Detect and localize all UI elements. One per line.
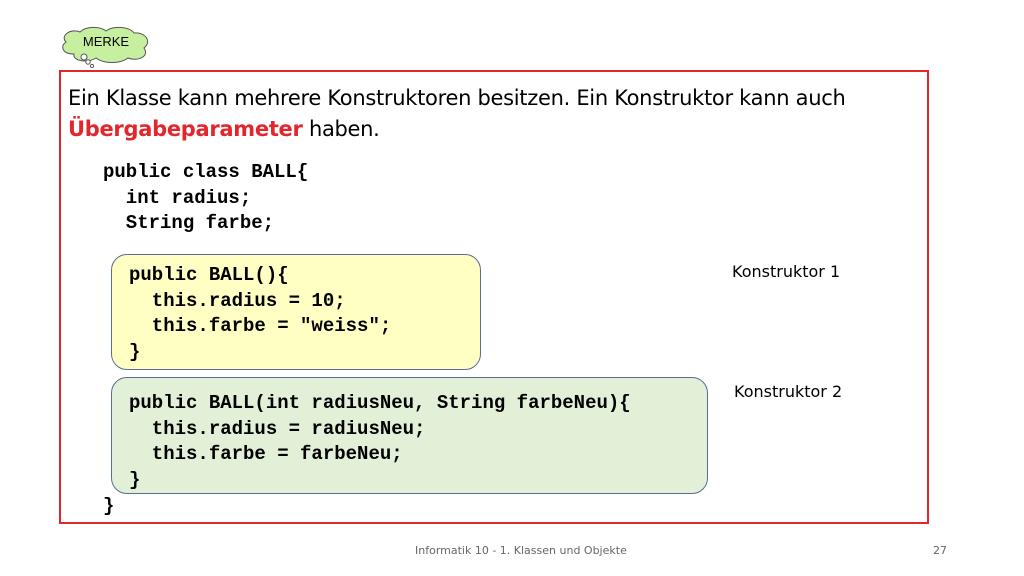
code-field-radius: int radius;: [103, 187, 252, 209]
merke-thought-bubble: [56, 24, 154, 68]
intro-line1: Ein Klasse kann mehrere Konstruktoren besitzen. Ein Konstruktor kann auch: [68, 86, 846, 110]
intro-rest: haben.: [302, 117, 380, 141]
constructor-2-label: Konstruktor 2: [734, 382, 843, 401]
ctor2-line: this.radius = radiusNeu;: [129, 418, 426, 440]
intro-text: [68, 83, 908, 145]
ctor2-line: this.farbe = farbeNeu;: [129, 443, 403, 465]
code-class-close: }: [103, 495, 115, 517]
ctor2-line: }: [129, 469, 141, 491]
intro-highlight: Übergabeparameter: [68, 117, 303, 141]
code-field-farbe: String farbe;: [103, 212, 275, 234]
ctor2-line: public BALL(int radiusNeu, String farbeNeu){: [129, 392, 631, 414]
ctor1-line: this.radius = 10;: [129, 290, 346, 312]
footer-title: Informatik 10 - 1. Klassen und Objekte: [415, 544, 627, 557]
code-class-open: public class BALL{: [103, 161, 309, 183]
page-number: 27: [933, 544, 947, 557]
ctor1-line: public BALL(){: [129, 264, 289, 286]
merke-label: MERKE: [82, 34, 130, 49]
constructor-1-label: Konstruktor 1: [732, 262, 841, 281]
ctor1-line: this.farbe = "weiss";: [129, 315, 392, 337]
ctor1-line: }: [129, 341, 141, 363]
